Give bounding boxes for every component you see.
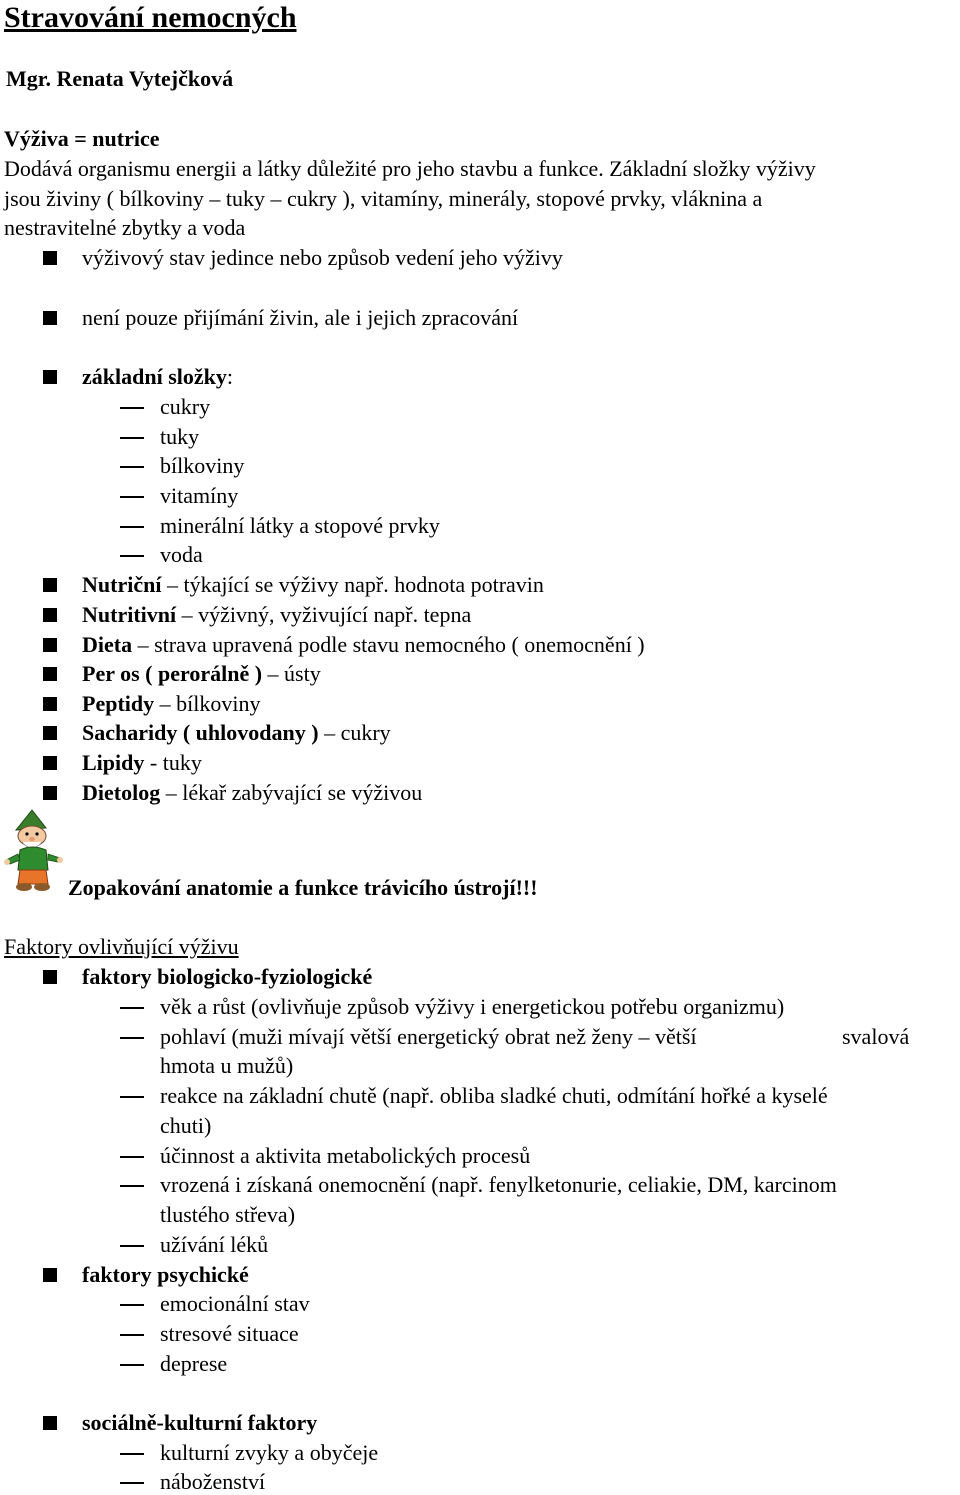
factor-item: účinnost a aktivita metabolických procesů [160, 1143, 531, 1168]
factor-item: stresové situace [160, 1321, 299, 1346]
paragraph-line: jsou živiny ( bílkoviny – tuky – cukry ), vitamíny, minerály, stopové prvky, vláknina a [4, 186, 763, 211]
dash-bullet-icon [120, 1334, 144, 1336]
reminder-text: Zopakování anatomie a funkce trávicího ústrojí!!! [68, 875, 538, 900]
term-row [82, 720, 391, 746]
component-item: minerální látky a stopové prvky [160, 513, 440, 538]
factor-group-label: sociálně-kulturní faktory [82, 1410, 318, 1435]
dash-bullet-icon [120, 466, 144, 468]
factor-item: emocionální stav [160, 1291, 310, 1316]
square-bullet-icon [43, 638, 57, 652]
factor-item: deprese [160, 1351, 228, 1376]
term: Dieta [82, 632, 133, 657]
dash-bullet-icon [120, 1156, 144, 1158]
square-bullet-icon [43, 608, 57, 622]
factor-item: kulturní zvyky a obyčeje [160, 1440, 379, 1465]
factor-item-continuation: svalová [842, 1024, 910, 1049]
term-row [82, 750, 202, 776]
term-row [82, 632, 645, 658]
square-bullet-icon [43, 1416, 57, 1430]
factor-item: reakce na základní chutě (např. obliba sladké chuti, odmítání hořké a kyselé [160, 1083, 828, 1108]
component-item: voda [160, 542, 203, 567]
factor-item-continuation: tlustého střeva) [160, 1202, 296, 1227]
dash-bullet-icon [120, 1096, 144, 1098]
term: Dietolog [82, 780, 161, 805]
term-definition: – týkající se výživy např. hodnota potravin [161, 572, 544, 597]
square-bullet-icon [43, 370, 57, 384]
dash-bullet-icon [120, 407, 144, 409]
components-label: základní složky [82, 364, 227, 389]
term-row [82, 661, 321, 687]
dash-bullet-icon [120, 1037, 144, 1039]
bullet-text: výživový stav jedince nebo způsob vedení jeho výživy [82, 245, 563, 270]
components-heading [82, 364, 233, 390]
square-bullet-icon [43, 667, 57, 681]
square-bullet-icon [43, 970, 57, 984]
paragraph-line: nestravitelné zbytky a voda [4, 215, 246, 240]
component-item: tuky [160, 424, 200, 449]
dash-bullet-icon [120, 555, 144, 557]
term-definition: – výživný, vyživující např. tepna [176, 602, 472, 627]
dash-bullet-icon [120, 437, 144, 439]
term: Lipidy [82, 750, 145, 775]
factor-item: užívání léků [160, 1232, 269, 1257]
factor-item: náboženství [160, 1469, 266, 1494]
term: Per os ( perorálně ) [82, 661, 263, 686]
term-row [82, 572, 544, 598]
factor-item: vrozená i získaná onemocnění (např. fenylketonurie, celiakie, DM, karcinom [160, 1172, 837, 1197]
square-bullet-icon [43, 1268, 57, 1282]
term-definition: – lékař zabývající se výživou [160, 780, 423, 805]
square-bullet-icon [43, 578, 57, 592]
author: Mgr. Renata Vytejčková [6, 66, 234, 91]
term-row [82, 691, 260, 717]
dash-bullet-icon [120, 1185, 144, 1187]
term-definition: – bílkoviny [154, 691, 261, 716]
square-bullet-icon [43, 251, 57, 265]
dash-bullet-icon [120, 1364, 144, 1366]
factor-item: pohlaví (muži mívají větší energetický obrat než ženy – větší [160, 1024, 697, 1049]
factor-item: věk a růst (ovlivňuje způsob výživy i energetickou potřebu organizmu) [160, 994, 785, 1019]
section-heading-factors: Faktory ovlivňující výživu [4, 934, 239, 959]
dash-bullet-icon [120, 1304, 144, 1306]
section-heading-nutrition: Výživa = nutrice [4, 126, 160, 151]
component-item: cukry [160, 394, 211, 419]
dash-bullet-icon [120, 1453, 144, 1455]
square-bullet-icon [43, 726, 57, 740]
paragraph-line: Dodává organismu energii a látky důležité pro jeho stavbu a funkce. Základní složky výživy [4, 156, 816, 181]
component-item: vitamíny [160, 483, 239, 508]
page-title: Stravování nemocných [4, 1, 297, 34]
factor-group-label: faktory psychické [82, 1262, 249, 1287]
term: Nutritivní [82, 602, 177, 627]
square-bullet-icon [43, 697, 57, 711]
term: Nutriční [82, 572, 162, 597]
dwarf-icon [2, 808, 66, 892]
components-colon: : [226, 364, 233, 389]
dash-bullet-icon [120, 1245, 144, 1247]
dash-bullet-icon [120, 496, 144, 498]
dash-bullet-icon [120, 526, 144, 528]
dash-bullet-icon [120, 1007, 144, 1009]
factor-group-label: faktory biologicko-fyziologické [82, 964, 373, 989]
component-item: bílkoviny [160, 453, 245, 478]
term-row [82, 602, 471, 628]
square-bullet-icon [43, 786, 57, 800]
term-row [82, 780, 422, 806]
bullet-text: není pouze přijímání živin, ale i jejich zpracování [82, 305, 519, 330]
term: Peptidy [82, 691, 155, 716]
factor-item-continuation: chuti) [160, 1113, 212, 1138]
term-definition: – strava upravená podle stavu nemocného ( onemocnění ) [132, 632, 645, 657]
factor-item-continuation: hmota u mužů) [160, 1053, 294, 1078]
square-bullet-icon [43, 756, 57, 770]
square-bullet-icon [43, 311, 57, 325]
term-definition: - tuky [144, 750, 202, 775]
term-definition: – ústy [262, 661, 321, 686]
dash-bullet-icon [120, 1482, 144, 1484]
term: Sacharidy ( uhlovodany ) [82, 720, 319, 745]
term-definition: – cukry [318, 720, 391, 745]
